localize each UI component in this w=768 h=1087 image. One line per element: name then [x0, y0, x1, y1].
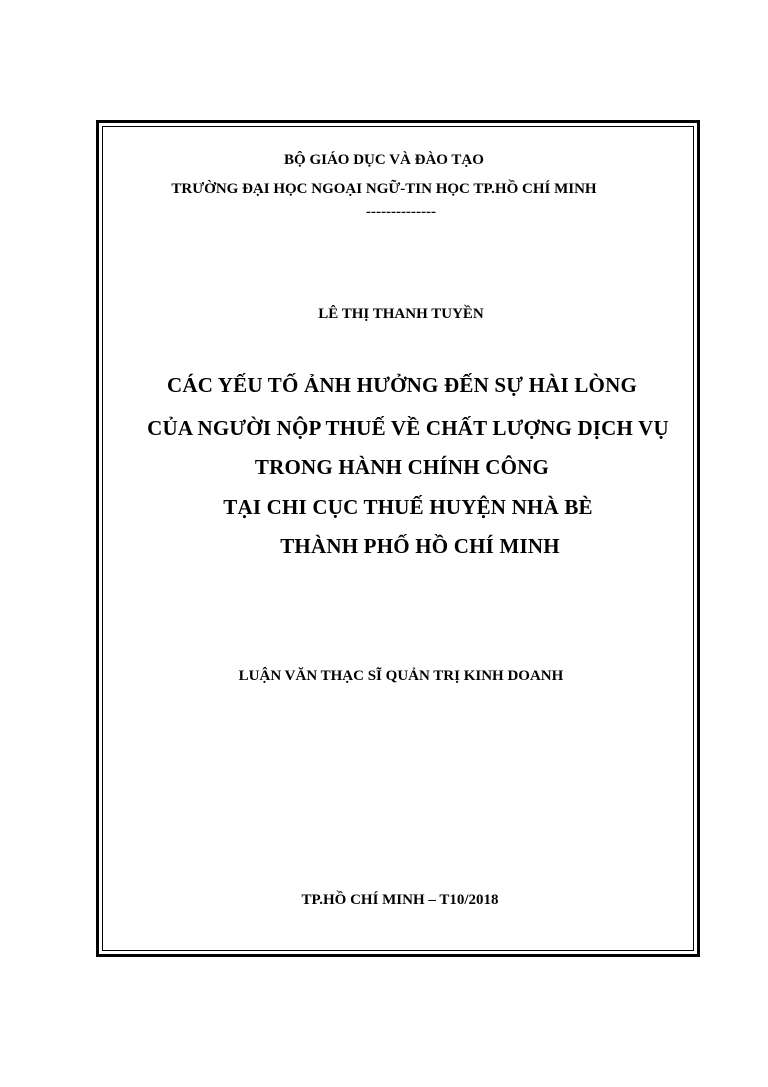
thesis-title-line-1: CÁC YẾU TỐ ẢNH HƯỞNG ĐẾN SỰ HÀI LÒNG	[166, 373, 637, 397]
thesis-title-line-5: THÀNH PHỐ HỒ CHÍ MINH	[280, 534, 560, 558]
thesis-title-line-4: TẠI CHI CỤC THUẾ HUYỆN NHÀ BÈ	[223, 495, 593, 519]
degree-type: LUẬN VĂN THẠC SĨ QUẢN TRỊ KINH DOANH	[238, 668, 564, 684]
place-and-date: TP.HỒ CHÍ MINH – T10/2018	[301, 892, 499, 908]
thesis-title-line-2: CỦA NGƯỜI NỘP THUẾ VỀ CHẤT LƯỢNG DỊCH VỤ	[147, 416, 669, 440]
thesis-title-line-3: TRONG HÀNH CHÍNH CÔNG	[254, 455, 550, 479]
university-name: TRƯỜNG ĐẠI HỌC NGOẠI NGỮ-TIN HỌC TP.HỒ CHÍ MINH	[171, 181, 597, 197]
header-divider: --------------	[366, 204, 436, 220]
author-name: LÊ THỊ THANH TUYỀN	[318, 306, 484, 322]
ministry-name: BỘ GIÁO DỤC VÀ ĐÀO TẠO	[284, 152, 484, 168]
